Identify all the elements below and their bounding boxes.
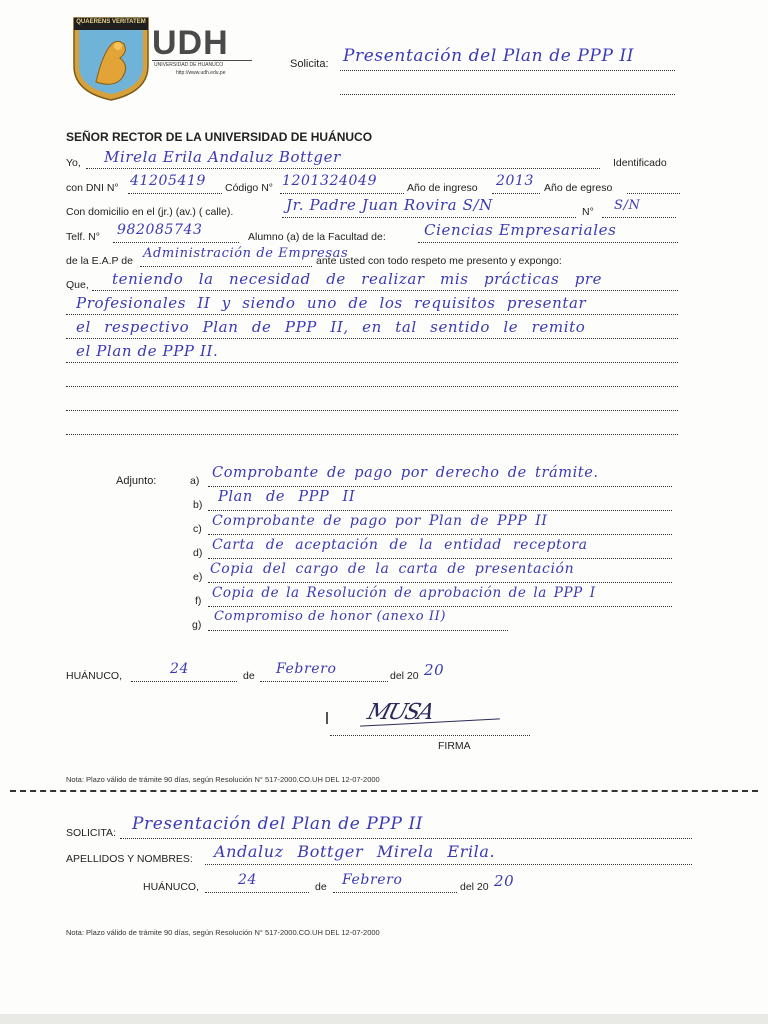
dni-label: con DNI N° bbox=[66, 182, 119, 194]
dni-value: 41205419 bbox=[130, 173, 207, 189]
que-line-text-4: el Plan de PPP II. bbox=[76, 342, 219, 360]
que-line-6 bbox=[66, 410, 678, 411]
stub-solicita-label: SOLICITA: bbox=[66, 827, 116, 839]
que-line-text-3: el respectivo Plan de PPP II, en tal sentido le remito bbox=[76, 318, 586, 336]
numero-value: S/N bbox=[614, 198, 641, 213]
stub-solicita-line bbox=[120, 838, 692, 839]
stub-apellidos-label: APELLIDOS Y NOMBRES: bbox=[66, 853, 193, 865]
telf-value: 982085743 bbox=[117, 222, 203, 238]
adjunto-text: Plan de PPP II bbox=[218, 489, 356, 505]
fecha-de: de bbox=[243, 670, 255, 682]
adjunto-line bbox=[208, 510, 672, 511]
pen-mark bbox=[326, 712, 328, 724]
identificado-label: Identificado bbox=[613, 157, 667, 169]
cut-line bbox=[10, 790, 758, 792]
facultad-value: Ciencias Empresariales bbox=[424, 221, 617, 239]
stub-day-line bbox=[205, 892, 309, 893]
numero-label: N° bbox=[582, 206, 594, 218]
udh-logo bbox=[152, 24, 262, 78]
firma-label: FIRMA bbox=[438, 740, 471, 752]
stub-del: del 20 bbox=[460, 881, 489, 893]
solicita-value: Presentación del Plan de PPP II bbox=[343, 46, 635, 66]
que-line-2 bbox=[66, 314, 678, 315]
ingreso-line bbox=[492, 193, 540, 194]
logo-subtitle: UNIVERSIDAD DE HUANUCO bbox=[154, 62, 224, 68]
stub-day: 24 bbox=[238, 872, 258, 888]
que-line-text-1: teniendo la necesidad de realizar mis prácticas pre bbox=[112, 270, 603, 288]
stub-solicita-value: Presentación del Plan de PPP II bbox=[132, 814, 424, 834]
ingreso-value: 2013 bbox=[496, 173, 535, 189]
adjunto-label: Adjunto: bbox=[116, 475, 157, 487]
dni-line bbox=[128, 193, 222, 194]
yo-value: Mirela Erila Andaluz Bottger bbox=[104, 148, 341, 166]
codigo-label: Código N° bbox=[225, 182, 273, 194]
fecha-day: 24 bbox=[170, 661, 190, 677]
ingreso-label: Año de ingreso bbox=[407, 182, 478, 194]
alumno-label: Alumno (a) de la Facultad de: bbox=[248, 231, 386, 243]
stub-month: Febrero bbox=[342, 872, 403, 888]
adjunto-line bbox=[208, 558, 672, 559]
adjunto-text: Carta de aceptación de la entidad receptora bbox=[212, 537, 588, 553]
firma-line bbox=[330, 735, 530, 736]
note: Nota: Plazo válido de trámite 90 días, según Resolución N° 517-2000.CO.UH DEL 12-07-2000 bbox=[66, 775, 380, 784]
que-line-1 bbox=[92, 290, 678, 291]
domicilio-value: Jr. Padre Juan Rovira S/N bbox=[286, 196, 493, 214]
stub-apellidos-value: Andaluz Bottger Mirela Erila. bbox=[214, 842, 496, 861]
fecha-month: Febrero bbox=[276, 661, 337, 677]
domicilio-line bbox=[282, 217, 576, 218]
adjunto-line bbox=[208, 534, 672, 535]
adjunto-letter: f) bbox=[195, 595, 202, 607]
adjunto-text: Comprobante de pago por Plan de PPP II bbox=[212, 513, 548, 529]
que-line-7 bbox=[66, 434, 678, 435]
fecha-month-line bbox=[260, 681, 388, 682]
stub-month-line bbox=[333, 892, 457, 893]
adjunto-letter: a) bbox=[190, 475, 200, 487]
stub-year: 20 bbox=[494, 872, 515, 890]
crest-motto: QUAERENS VERITATEM bbox=[76, 19, 146, 25]
adjunto-letter: g) bbox=[192, 619, 202, 631]
adjunto-letter: d) bbox=[193, 547, 203, 559]
eap-label: de la E.A.P de bbox=[66, 255, 133, 267]
adjunto-text: Copia del cargo de la carta de presentación bbox=[210, 561, 575, 577]
facultad-line bbox=[418, 242, 678, 243]
que-label: Que, bbox=[66, 279, 89, 291]
form-heading: SEÑOR RECTOR DE LA UNIVERSIDAD DE HUÁNUCO bbox=[66, 130, 373, 144]
adjunto-letter: c) bbox=[193, 523, 202, 535]
signature: MUSA bbox=[364, 700, 436, 725]
logo-url: http://www.udh.edu.pe bbox=[176, 70, 226, 76]
expongo-label: ante usted con todo respeto me presento y expongo: bbox=[316, 255, 562, 267]
telf-label: Telf. N° bbox=[66, 231, 100, 243]
fecha-day-line bbox=[131, 681, 237, 682]
fecha-del: del 20 bbox=[390, 670, 419, 682]
adjunto-line bbox=[208, 582, 672, 583]
stub-city: HUÁNUCO, bbox=[143, 881, 200, 893]
adjunto-line bbox=[208, 606, 672, 607]
codigo-value: 1201324049 bbox=[282, 173, 378, 189]
que-line-4 bbox=[66, 362, 678, 363]
solicita-line-1 bbox=[340, 70, 675, 71]
logo-text: UDH bbox=[152, 24, 229, 62]
stub-apellidos-line bbox=[205, 864, 692, 865]
bottom-edge bbox=[0, 1014, 768, 1024]
adjunto-letter: b) bbox=[193, 499, 203, 511]
numero-line bbox=[602, 217, 676, 218]
que-line-text-2: Profesionales II y siendo uno de los requisitos presentar bbox=[76, 294, 587, 312]
adjunto-text: Copia de la Resolución de aprobación de la PPP I bbox=[212, 585, 596, 601]
fecha-year: 20 bbox=[424, 661, 445, 679]
stub-note: Nota: Plazo válido de trámite 90 días, según Resolución N° 517-2000.CO.UH DEL 12-07-2000 bbox=[66, 928, 380, 937]
yo-line bbox=[86, 168, 600, 169]
adjunto-text: Comprobante de pago por derecho de trámite. bbox=[212, 465, 599, 481]
adjunto-line bbox=[208, 486, 672, 487]
university-crest bbox=[72, 16, 150, 102]
eap-value: Administración de Empresas bbox=[143, 246, 349, 261]
eap-line bbox=[140, 266, 312, 267]
solicita-line-2 bbox=[340, 94, 675, 95]
que-line-5 bbox=[66, 386, 678, 387]
telf-line bbox=[113, 242, 239, 243]
que-line-3 bbox=[66, 338, 678, 339]
stub-de: de bbox=[315, 881, 327, 893]
domicilio-label: Con domicilio en el (jr.) (av.) ( calle). bbox=[66, 206, 234, 218]
fecha-city: HUÁNUCO, bbox=[66, 670, 123, 682]
egreso-label: Año de egreso bbox=[544, 182, 613, 194]
yo-label: Yo, bbox=[66, 157, 81, 169]
adjunto-letter: e) bbox=[193, 571, 203, 583]
egreso-line bbox=[627, 193, 680, 194]
solicita-label: Solicita: bbox=[290, 58, 329, 70]
adjunto-text: Compromiso de honor (anexo II) bbox=[214, 609, 446, 624]
codigo-line bbox=[280, 193, 404, 194]
adjunto-line bbox=[208, 630, 508, 631]
